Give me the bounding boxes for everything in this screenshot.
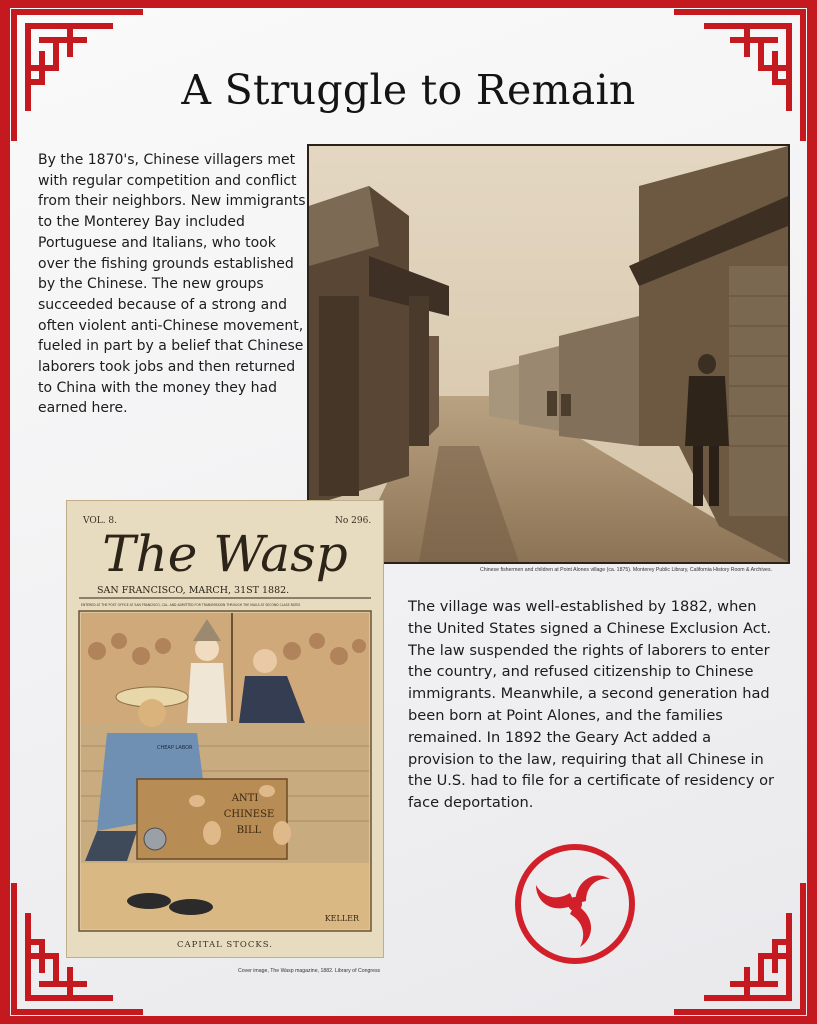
magazine-dateline: SAN FRANCISCO, MARCH, 31ST 1882. [97,585,290,596]
stocks-label-3: BILL [236,825,262,836]
cartoon-caption: CAPITAL STOCKS. [177,940,273,950]
magazine-subline: ENTERED AT THE POST OFFICE AT SAN FRANCISCO, CAL. AND ADMITTED FOR TRANSMISSION THROUGH THE MAILS AT SECOND CLASS RATES [81,603,301,607]
shirt-label: CHEAP LABOR [157,745,193,751]
magazine-volume: VOL. 8. [83,516,118,526]
magazine-caption: Cover image, The Wasp magazine, 1882. Library of Congress [238,968,381,974]
red-triskelion-emblem-icon [514,843,636,965]
wasp-magazine-cover [66,500,384,958]
exhibit-panel [10,8,807,1016]
intro-paragraph: By the 1870's, Chinese villagers met with regular competition and conflict from their neighbors. New immigrants to the Monterey Bay included Portuguese and Italians, who took over the fishing grounds established by the Chinese. The new groups succeeded because of a strong and often violent anti-Chinese movement, fueled in part by a belief that Chinese laborers took jobs and then returned to China with the money they had earned here. [38,152,306,417]
lattice-corner-ornament-bottom-right [667,876,807,1016]
photo-caption: Chinese fishermen and children at Point Alones village (ca. 1875). Monterey Public Library, California History Room & Archives. [480,567,772,573]
page-title: A Struggle to Remain [181,66,636,114]
stocks-label: ANTI [231,793,259,804]
magazine-number: No 296. [335,516,372,526]
cartoon-signature: KELLER [324,914,359,923]
stocks-label-2: CHINESE [223,809,275,820]
exclusion-act-paragraph: The village was well-established by 1882, when the United States signed a Chinese Exclusion Act. The law suspended the rights of laborers to enter the country, and refused citizenship to Chinese immigrants. Meanwhile, a second generation had been born at Point Alones, and the families remained. In 1892 the Geary Act added a provision to the law, requiring that all Chinese in the U.S. had to file for a certificate of residency or face deportation. [408,598,775,812]
magazine-masthead: The Wasp [102,525,348,583]
